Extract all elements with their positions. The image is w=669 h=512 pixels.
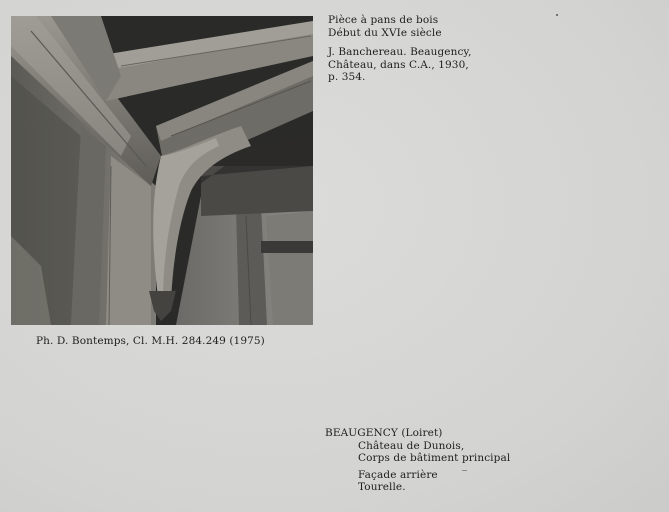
notes-line-page: p. 354. xyxy=(328,71,366,83)
wooden-beam-corner-photo xyxy=(11,16,313,325)
place-block xyxy=(325,427,510,494)
notes-line-reference: J. Banchereau. Beaugency, xyxy=(328,46,472,58)
place-title: BEAUGENCY (Loiret) xyxy=(325,427,443,439)
photo-notes xyxy=(328,14,472,84)
place-detail: Tourelle. xyxy=(358,481,406,493)
dust-speck xyxy=(462,470,467,471)
place-building: Château de Dunois, xyxy=(358,439,465,452)
photo-illustration xyxy=(11,16,313,325)
photo-credit: Ph. D. Bontemps, Cl. M.H. 284.249 (1975) xyxy=(36,335,265,347)
notes-line-room: Pièce à pans de bois xyxy=(328,14,439,26)
notes-line-source: Château, dans C.A., 1930, xyxy=(328,58,469,71)
place-section: Corps de bâtiment principal xyxy=(358,452,511,464)
dust-speck xyxy=(556,14,558,16)
notes-line-date: Début du XVIe siècle xyxy=(328,26,442,39)
place-facade: Façade arrière xyxy=(358,468,438,481)
